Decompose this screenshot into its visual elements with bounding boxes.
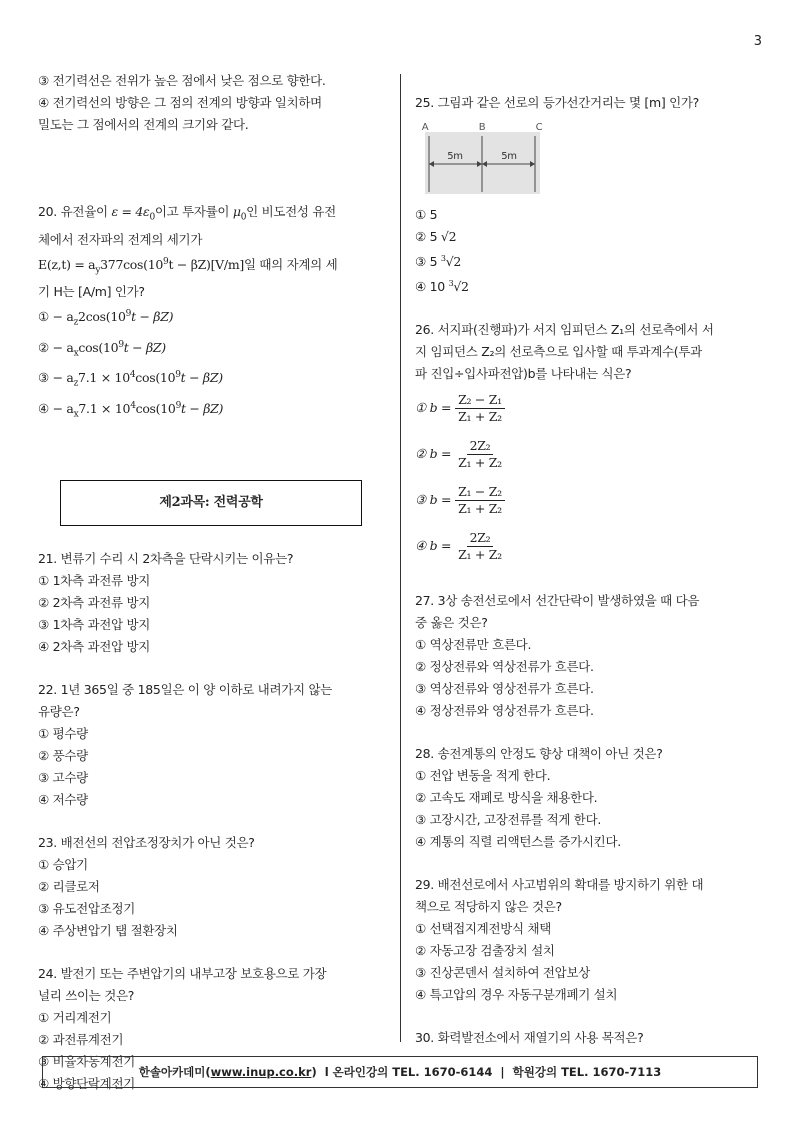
- q27-text-2: 중 옳은 것은?: [415, 615, 488, 631]
- q26-option-3: ③ b = $\frac{\text{Z₁ − Z₂}}{\text{Z₁ + Z₂}}$: [415, 477, 767, 523]
- q23-option-3: ③ 유도전압조정기: [38, 900, 136, 916]
- fig-dim-bc: 5m: [501, 151, 517, 162]
- q20-option-4: ④ − $a_x7.1 \times 10^4\cos(10^9t - \beta Z)$: [38, 401, 224, 420]
- q20-option-3: ③ − $a_z7.1 \times 10^4\cos(10^9t - \beta Z)$: [38, 370, 223, 390]
- q26-text-3: 파 진입÷입사파전압)b를 나타내는 식은?: [415, 366, 632, 382]
- q20-text-2: 체에서 전자파의 전계의 세기가: [38, 231, 203, 247]
- footer-brand: 한솔아카데미(: [138, 1065, 211, 1079]
- fig-label-a: A: [421, 122, 429, 133]
- q28-option-2: ② 고속도 재폐로 방식을 채용한다.: [415, 790, 598, 806]
- question-26: [415, 319, 767, 569]
- q20-option-1: ① − $a_z2\cos(10^9t - \beta Z)$: [38, 309, 174, 328]
- q29-option-2: ② 자동고장 검출장치 설치: [415, 943, 555, 959]
- q22-option-2: ② 풍수량: [38, 747, 88, 763]
- question-23: [38, 832, 368, 942]
- q28-text: 28. 송전계통의 안정도 향상 대책이 아닌 것은?: [415, 746, 663, 762]
- question-29: [415, 874, 767, 1006]
- q20-text-3: $E(z,t) = a_y377\cos(10^9t - \beta Z)[V/m]$일 때의 자계의 세: [38, 256, 338, 276]
- q28-option-1: ① 전압 변동을 적게 한다.: [415, 768, 551, 784]
- q22-option-4: ④ 저수량: [38, 791, 88, 807]
- fig-label-c: C: [535, 122, 543, 133]
- fig-label-b: B: [478, 122, 486, 133]
- question-28: [415, 743, 767, 853]
- q29-option-1: ① 선택접지계전방식 채택: [415, 921, 552, 937]
- section-title-box: [60, 480, 362, 526]
- q19-option-3: ③ 전기력선은 전위가 높은 점에서 낮은 점으로 향한다.: [38, 73, 326, 88]
- q29-text-2: 책으로 적당하지 않은 것은?: [415, 899, 562, 915]
- q20-option-2: ② − $a_x\cos(10^9t - \beta Z)$: [38, 339, 166, 359]
- q24-option-1: ① 거리계전기: [38, 1009, 112, 1025]
- q29-option-3: ③ 진상콘덴서 설치하여 전압보상: [415, 965, 591, 981]
- q25-option-1: ① 5: [415, 207, 438, 222]
- right-column: [415, 70, 767, 1049]
- q21-option-3: ③ 1차측 과전압 방지: [38, 616, 151, 632]
- q24-text-1: 24. 발전기 또는 주변압기의 내부고장 보호용으로 가장: [38, 965, 327, 981]
- question-22: [38, 679, 368, 811]
- q26-text-2: 지 임피던스 Z₂의 선로측으로 입사할 때 투과계수(투과: [415, 344, 702, 360]
- q25-option-2: ② 5 √2: [415, 229, 457, 244]
- q27-option-3: ③ 역상전류와 영상전류가 흐른다.: [415, 681, 594, 697]
- q27-option-2: ② 정상전류와 역상전류가 흐른다.: [415, 659, 594, 675]
- footer-contact: ) l 온라인강의 TEL. 1670-6144 | 학원강의 TEL. 1670-7113: [311, 1065, 662, 1079]
- q24-text-2: 널리 쓰이는 것은?: [38, 987, 135, 1003]
- footer-banner: [42, 1056, 758, 1088]
- section-title: 제2과목: 전력공학: [159, 494, 263, 510]
- left-column: [38, 70, 368, 1095]
- q22-text-1: 22. 1년 365일 중 185일은 이 양 이하로 내려가지 않는: [38, 681, 333, 697]
- question-20: [38, 201, 368, 426]
- q27-option-4: ④ 정상전류와 영상전류가 흐른다.: [415, 703, 594, 719]
- q23-option-1: ① 승압기: [38, 856, 88, 872]
- q26-option-2: ② b = $\frac{\text{2Z₂}}{\text{Z₁ + Z₂}}$: [415, 437, 502, 470]
- q24-option-2: ② 과전류계전기: [38, 1031, 124, 1047]
- q23-option-2: ② 리클로저: [38, 878, 100, 894]
- fig-dim-ab: 5m: [447, 151, 463, 162]
- q28-option-3: ③ 고장시간, 고장전류를 적게 한다.: [415, 812, 602, 828]
- q27-option-1: ① 역상전류만 흐른다.: [415, 637, 532, 653]
- q24-option-4: ④ 방향단락계전기: [38, 1075, 136, 1091]
- question-30: [415, 1027, 767, 1049]
- q20-text-4: 기 H는 [A/m] 인가?: [38, 284, 145, 300]
- q28-option-4: ④ 계통의 직렬 리액턴스를 증가시킨다.: [415, 834, 621, 850]
- q25-text: 25. 그림과 같은 선로의 등가선간거리는 몇 [m] 인가?: [415, 95, 700, 110]
- q19-option-4: ④ 전기력선의 방향은 그 점의 전계의 방향과 일치하며: [38, 95, 322, 110]
- q29-option-4: ④ 특고압의 경우 자동구분개폐기 설치: [415, 987, 618, 1003]
- page-number: 3: [753, 34, 762, 49]
- question-21: [38, 548, 368, 658]
- q26-text-1: 26. 서지파(진행파)가 서지 임피던스 Z₁의 선로측에서 서: [415, 322, 714, 338]
- q21-option-2: ② 2차측 과전류 방지: [38, 594, 151, 610]
- question-25: [415, 92, 767, 298]
- q22-option-3: ③ 고수량: [38, 769, 88, 785]
- q27-text-1: 27. 3상 송전선로에서 선간단락이 발생하였을 때 다음: [415, 593, 700, 609]
- q20-text-1: 20. 유전율이 $\varepsilon = 4\varepsilon_0$이고 투자률이 $\mu_0$인 비도전성 유전: [38, 204, 336, 223]
- q19-option-4-cont: 밀도는 그 점에서의 전계의 크기와 같다.: [38, 117, 249, 132]
- q25-option-3: ③ 5 $^3$√2: [415, 254, 462, 270]
- q23-text: 23. 배전선의 전압조정장치가 아닌 것은?: [38, 834, 255, 850]
- q26-option-1: ① b = $\frac{\text{Z₂ − Z₁}}{\text{Z₁ + Z₂}}$: [415, 385, 767, 431]
- question-27: [415, 590, 767, 722]
- q26-option-4: ④ b = $\frac{\text{2Z₂}}{\text{Z₁ + Z₂}}$: [415, 529, 502, 562]
- q23-option-4: ④ 주상변압기 탭 절환장치: [38, 922, 178, 938]
- column-divider: [400, 74, 401, 1042]
- q21-option-4: ④ 2차측 과전압 방지: [38, 638, 151, 654]
- q29-text-1: 29. 배전선로에서 사고범위의 확대를 방지하기 위한 대: [415, 877, 704, 893]
- q21-text: 21. 변류기 수리 시 2차측을 단락시키는 이유는?: [38, 550, 294, 566]
- q30-text: 30. 화력발전소에서 재열기의 사용 목적은?: [415, 1030, 644, 1046]
- q22-option-1: ① 평수량: [38, 725, 88, 741]
- q24-option-3: ③ 비율차동계전기: [38, 1053, 136, 1069]
- q21-option-1: ① 1차측 과전류 방지: [38, 572, 151, 588]
- q25-option-4: ④ 10 $^3$√2: [415, 279, 469, 295]
- q22-text-2: 유량은?: [38, 703, 80, 719]
- footer-url-link[interactable]: www.inup.co.kr: [210, 1065, 312, 1079]
- q25-line-figure: [415, 118, 555, 202]
